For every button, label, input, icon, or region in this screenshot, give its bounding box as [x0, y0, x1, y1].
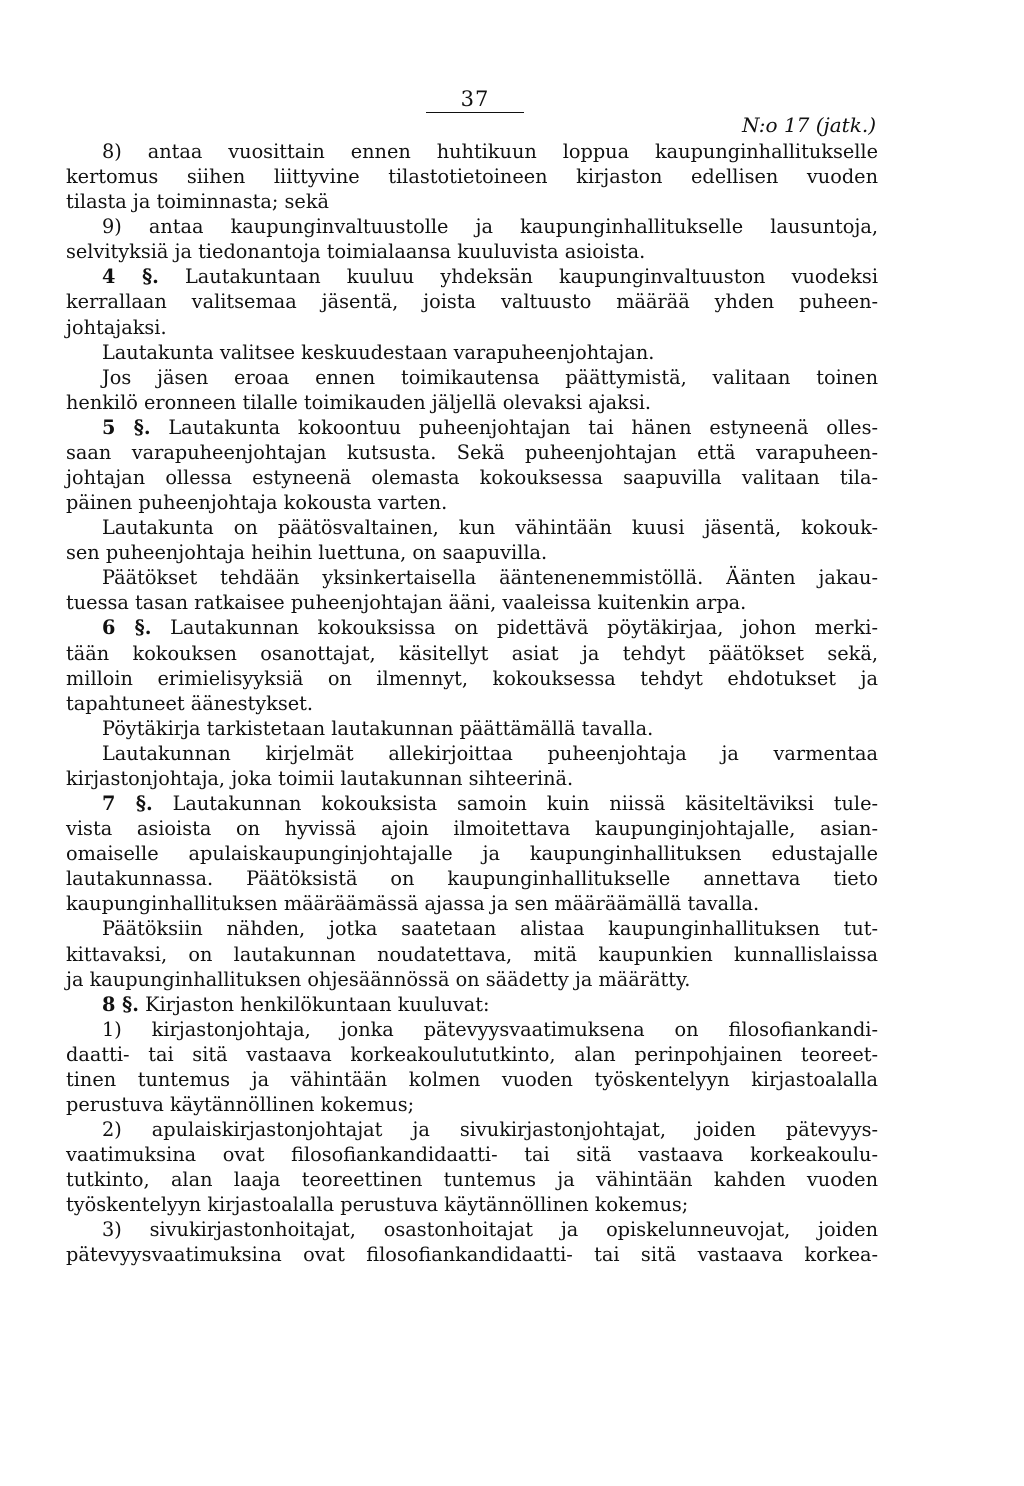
- line-text: 9) antaa kaupunginvaltuustolle ja kaupunginhallitukselle lausuntoja,: [102, 215, 878, 239]
- text-line: [66, 891, 878, 916]
- text-line: [66, 1092, 878, 1117]
- section-mark: 4 §.: [102, 265, 159, 289]
- line-text: tilasta ja toiminnasta; sekä: [66, 190, 329, 214]
- text-line: [66, 916, 878, 941]
- line-text: työskentelyyn kirjastoalalla perustuva käytännöllinen kokemus;: [66, 1193, 689, 1217]
- line-text: daatti- tai sitä vastaava korkeakoulututkinto, alan perinpohjainen teoreet-: [66, 1042, 878, 1066]
- text-line: [66, 615, 878, 640]
- text-line: [66, 1242, 878, 1267]
- section-mark: 5 §.: [102, 415, 151, 439]
- line-text: 2) apulaiskirjastonjohtajat ja sivukirjastonjohtajat, joiden pätevyys-: [102, 1118, 878, 1142]
- body-text: [66, 139, 878, 1268]
- text-line: [66, 289, 878, 314]
- text-line: [66, 1192, 878, 1217]
- line-text: 3) sivukirjastonhoitajat, osastonhoitajat ja opiskelunneuvojat, joiden: [102, 1218, 878, 1242]
- line-text: kirjastonjohtaja, joka toimii lautakunnan sihteerinä.: [66, 766, 574, 790]
- line-text: Pöytäkirja tarkistetaan lautakunnan päättämällä tavalla.: [102, 716, 654, 740]
- text-line: [66, 791, 878, 816]
- text-line: [66, 1167, 878, 1192]
- text-line: [66, 741, 878, 766]
- line-text: saan varapuheenjohtajan kutsusta. Sekä puheenjohtajan että varapuheen-: [66, 440, 878, 464]
- line-text: päinen puheenjohtaja kokousta varten.: [66, 491, 448, 515]
- line-text: tuessa tasan ratkaisee puheenjohtajan ääni, vaaleissa kuitenkin arpa.: [66, 591, 747, 615]
- line-text: Lautakunta kokoontuu puheenjohtajan tai hänen estyneenä olles-: [150, 415, 878, 439]
- text-line: [66, 390, 878, 415]
- line-text: kerrallaan valitsemaa jäsentä, joista valtuusto määrää yhden puheen-: [66, 290, 878, 314]
- text-line: [66, 415, 878, 440]
- text-line: [66, 666, 878, 691]
- line-text: Lautakunnan kokouksista samoin kuin niissä käsiteltäviksi tule-: [152, 792, 878, 816]
- line-text: pätevyysvaatimuksina ovat filosofiankandidaatti- tai sitä vastaava korkea-: [66, 1243, 878, 1267]
- line-text: milloin erimielisyyksiä on ilmennyt, kokouksessa tehdyt ehdotukset ja: [66, 666, 878, 690]
- line-text: vista asioista on hyvissä ajoin ilmoitettava kaupunginjohtajalle, asian-: [66, 817, 878, 841]
- line-text: vaatimuksina ovat filosofiankandidaatti- tai sitä vastaava korkeakoulu-: [66, 1143, 878, 1167]
- line-text: Kirjaston henkilökuntaan kuuluvat:: [138, 992, 490, 1016]
- line-text: kaupunginhallituksen määräämässä ajassa ja sen määräämällä tavalla.: [66, 892, 760, 916]
- line-text: tapahtuneet äänestykset.: [66, 691, 314, 715]
- line-text: ja kaupunginhallituksen ohjesäännössä on säädetty ja määrätty.: [66, 967, 691, 991]
- text-line: [66, 716, 878, 741]
- text-line: [66, 365, 878, 390]
- line-text: lautakunnassa. Päätöksistä on kaupunginhallitukselle annettava tieto: [66, 867, 878, 891]
- text-line: [66, 164, 878, 189]
- text-line: [66, 540, 878, 565]
- line-text: Päätöksiin nähden, jotka saatetaan alistaa kaupunginhallituksen tut-: [102, 917, 878, 941]
- line-text: Lautakunnan kokouksissa on pidettävä pöytäkirjaa, johon merki-: [151, 616, 878, 640]
- line-text: kertomus siihen liittyvine tilastotietoineen kirjaston edellisen vuoden: [66, 165, 878, 189]
- text-line: [66, 766, 878, 791]
- text-line: [66, 967, 878, 992]
- line-text: henkilö eronneen tilalle toimikauden jäljellä olevaksi ajaksi.: [66, 390, 652, 414]
- text-line: [66, 465, 878, 490]
- page-number-rule: [426, 112, 524, 113]
- text-line: [66, 1067, 878, 1092]
- running-head: N:o 17 (jatk.): [742, 113, 876, 137]
- line-text: selvityksiä ja tiedonantoja toimialaansa kuuluvista asioista.: [66, 240, 646, 264]
- text-line: [66, 239, 878, 264]
- text-line: [66, 641, 878, 666]
- section-mark: 6 §.: [102, 616, 152, 640]
- line-text: johtajaksi.: [66, 315, 167, 339]
- line-text: Lautakunta valitsee keskuudestaan varapuheenjohtajan.: [102, 340, 655, 364]
- text-line: [66, 264, 878, 289]
- line-text: Lautakunta on päätösvaltainen, kun vähintään kuusi jäsentä, kokouk-: [102, 516, 878, 540]
- line-text: tään kokouksen osanottajat, käsitellyt asiat ja tehdyt päätökset sekä,: [66, 641, 878, 665]
- line-text: omaiselle apulaiskaupunginjohtajalle ja kaupunginhallituksen edustajalle: [66, 842, 878, 866]
- text-line: [66, 1117, 878, 1142]
- line-text: kittavaksi, on lautakunnan noudatettava, mitä kaupunkien kunnallislaissa: [66, 942, 878, 966]
- line-text: Päätökset tehdään yksinkertaisella ääntenenemmistöllä. Äänten jakau-: [102, 566, 878, 590]
- text-line: [66, 1042, 878, 1067]
- text-line: [66, 515, 878, 540]
- line-text: tinen tuntemus ja vähintään kolmen vuoden työskentelyyn kirjastoalalla: [66, 1067, 878, 1091]
- page-number: 37: [460, 87, 490, 111]
- line-text: tutkinto, alan laaja teoreettinen tuntemus ja vähintään kahden vuoden: [66, 1168, 878, 1192]
- text-line: [66, 992, 878, 1017]
- text-line: [66, 942, 878, 967]
- text-line: [66, 139, 878, 164]
- line-text: Jos jäsen eroaa ennen toimikautensa päättymistä, valitaan toinen: [102, 365, 878, 389]
- text-line: [66, 816, 878, 841]
- text-line: [66, 841, 878, 866]
- text-line: [66, 490, 878, 515]
- section-mark: 7 §.: [102, 792, 153, 816]
- line-text: 8) antaa vuosittain ennen huhtikuun loppua kaupunginhallitukselle: [102, 140, 878, 163]
- line-text: Lautakuntaan kuuluu yhdeksän kaupunginvaltuuston vuodeksi: [158, 265, 878, 289]
- text-line: [66, 1017, 878, 1042]
- text-line: [66, 1217, 878, 1242]
- text-line: [66, 315, 878, 340]
- text-line: [66, 590, 878, 615]
- text-line: [66, 214, 878, 239]
- text-line: [66, 565, 878, 590]
- line-text: sen puheenjohtaja heihin luettuna, on saapuvilla.: [66, 541, 548, 565]
- text-line: [66, 440, 878, 465]
- text-line: [66, 340, 878, 365]
- line-text: johtajan ollessa estyneenä olemasta kokouksessa saapuvilla valitaan tila-: [66, 466, 878, 490]
- text-line: [66, 1142, 878, 1167]
- line-text: Lautakunnan kirjelmät allekirjoittaa puheenjohtaja ja varmentaa: [102, 741, 878, 765]
- text-line: [66, 866, 878, 891]
- section-mark: 8 §.: [102, 992, 139, 1016]
- line-text: perustuva käytännöllinen kokemus;: [66, 1092, 415, 1116]
- text-line: [66, 691, 878, 716]
- text-line: [66, 189, 878, 214]
- line-text: 1) kirjastonjohtaja, jonka pätevyysvaatimuksena on filosofiankandi-: [102, 1017, 878, 1041]
